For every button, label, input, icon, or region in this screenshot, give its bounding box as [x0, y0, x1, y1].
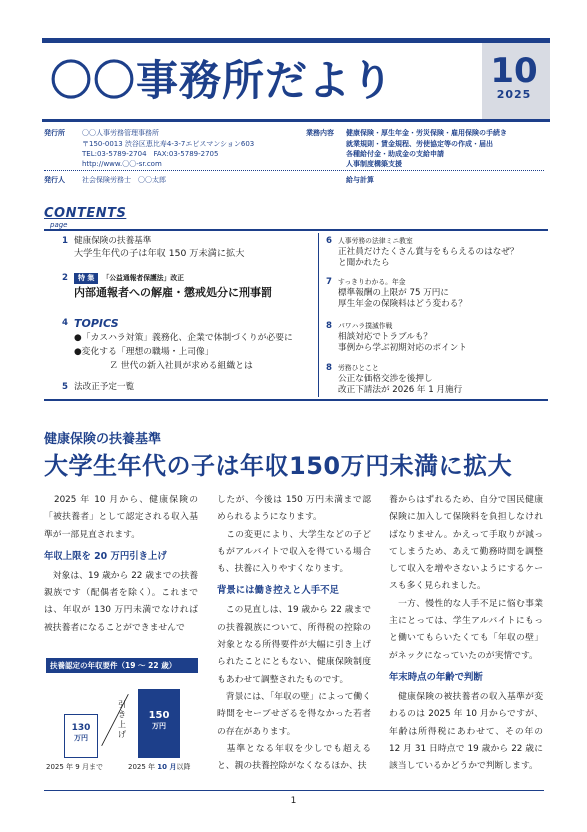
- contents-topic: Ｚ 世代の新入社員が求める組織とは: [74, 361, 253, 371]
- issuer-label: 発行所: [44, 129, 65, 137]
- contents-main: 内部通報者への解雇・懲戒処分に刑事罰: [74, 286, 272, 299]
- contents-page-num: 2: [62, 273, 68, 283]
- topics-label: TOPICS: [74, 317, 119, 330]
- publisher-name: 社会保険労務士 〇〇太郎: [82, 176, 166, 184]
- contents-title: CONTENTS: [44, 206, 127, 221]
- contents-page-num: 1: [62, 236, 68, 246]
- figure-title: 扶養認定の年収要件（19 ～ 22 歳）: [46, 658, 198, 673]
- article-column-1: [44, 492, 198, 637]
- contents-main: 厚生年金の保険料はどう変わる？: [338, 299, 467, 309]
- article-title: 大学生年代の子は年収150万円未満に拡大: [44, 452, 513, 480]
- contents-main: 相談対応でトラブルも？: [338, 332, 433, 342]
- contents-divider: [318, 233, 319, 397]
- contents-main: 大学生年代の子は年収 150 万未満に拡大: [74, 248, 245, 259]
- footer-divider: [44, 790, 544, 791]
- contents-main: 法改正予定一覧: [74, 382, 135, 392]
- after-period-year: 2025 年: [128, 763, 158, 771]
- contents-page-num: 7: [326, 277, 332, 287]
- contents-main: 正社員だけたくさん賞与をもらえるのはなぜ？: [338, 247, 519, 257]
- contents-small: 「公益通報者保護法」改正: [102, 274, 184, 282]
- increase-label: 引き上げ: [118, 700, 126, 739]
- issuer-name: 〇〇人事労務管理事務所: [82, 129, 159, 137]
- paragraph: 背景には、「年収の壁」によって働く時間をセーブせざるを得なかった若者の存在があります。: [217, 691, 371, 737]
- issuer-address: 〒150-0013 渋谷区恵比寿4-3-7エビスマンション603: [82, 140, 255, 148]
- paragraph: この見直しは、19 歳から 22 歳までの扶養親族について、所得税の控除の対象となる所得要件が大幅に引き上げられたことにともない、健康保険制度もあわせて調整されたものです。: [217, 605, 371, 685]
- article-column-3: [389, 492, 543, 775]
- newsletter-title: 〇〇事務所だより: [50, 56, 395, 105]
- contents-small: パワハラ撲滅作戦: [338, 322, 393, 330]
- business-item: 人事制度構築支援: [346, 160, 402, 168]
- business-item: 給与計算: [346, 176, 374, 184]
- contents-page-label: page: [50, 221, 68, 229]
- contents-main: 公正な価格交渉を後押し: [338, 374, 433, 384]
- paragraph: 対象は、19 歳から 22 歳までの扶養親族です（配偶者を除く）。これまでは、年収が 130 万円未満でなければ被扶養者になることができませんで: [44, 570, 198, 633]
- issue-number: 10: [490, 51, 538, 91]
- contents-main: 標準報酬の上限が 75 万円に: [338, 288, 449, 298]
- after-period-label: [128, 762, 190, 772]
- section-heading: 背景には働き控えと人手不足: [217, 585, 339, 597]
- contents-small: 労務ひとこと: [338, 364, 379, 372]
- paragraph: 一方、慢性的な人手不足に悩む事業主にとっては、学生アルバイトにもっと働いてもらいたくても「年収の壁」がネックになっていたのが実情です。: [389, 598, 543, 661]
- after-period-suffix: 以降: [176, 763, 191, 771]
- feature-badge: 特 集: [74, 273, 98, 284]
- contents-main: 改正下請法が 2026 年 1 月施行: [338, 385, 463, 395]
- contents-page-num: 6: [326, 236, 332, 246]
- issuer-phone: TEL:03-5789-2704 FAX:03-5789-2705: [82, 150, 219, 158]
- paragraph: 2025 年 10 月から、健康保険の「被扶養者」として認定される収入基準が一部見直されます。: [44, 495, 198, 540]
- contents-page-num: 8: [326, 321, 332, 331]
- article-column-2: [217, 492, 371, 775]
- issue-year: 2025: [496, 88, 532, 101]
- page-number: 1: [290, 796, 297, 806]
- contents-topic: ●変化する「理想の職場・上司像」: [74, 347, 214, 357]
- paragraph: 健康保険の被扶養者の収入基準が変わるのは 2025 年 10 月からですが、年齢は所得税にあわせて、その年の 12 月 31 日時点で 19 歳から 22 歳に該当しているかどうかで判断します。: [389, 691, 543, 772]
- issuer-url[interactable]: http://www.〇〇-sr.com: [82, 160, 162, 168]
- after-period-month: 10 月: [157, 763, 177, 771]
- contents-small: 健康保険の扶養基準: [74, 236, 152, 246]
- paragraph: 養からはずれるため、自分で国民健康保険に加入して保険料を負担しなければなりません。かえって手取りが減ってしまうため、あえて勤務時間を調整して収入を増やさないようにするケースも多く見られました。: [389, 495, 543, 592]
- contents-page-num: 5: [62, 382, 68, 392]
- contents-main: 事例から学ぶ初期対応のポイント: [338, 343, 467, 353]
- contents-topic: ●「カスハラ対策」義務化、企業で体制づくりが必要に: [74, 333, 293, 343]
- paragraph: したが、今後は 150 万円未満まで認められるようになります。: [217, 495, 371, 523]
- before-value: 130: [71, 723, 91, 733]
- paragraph: 基準となる年収を少しでも超えると、親の扶養控除がなくなるほか、扶: [217, 743, 371, 772]
- contents-page-num: 4: [62, 318, 68, 328]
- business-item: 健康保険・厚生年金・労災保険・雇用保険の手続き: [346, 129, 507, 137]
- publisher-label: 発行人: [44, 176, 65, 184]
- article-subtitle: 健康保険の扶養基準: [44, 432, 162, 447]
- business-item: 各種給付金・助成金の支給申請: [346, 150, 444, 158]
- before-period-label: 2025 年 9 月まで: [46, 763, 103, 771]
- business-label: 業務内容: [306, 129, 334, 137]
- contents-page-num: 8: [326, 363, 332, 373]
- publisher-divider: [44, 170, 544, 171]
- business-item: 就業規則・賃金規程、労使協定等の作成・届出: [346, 140, 493, 148]
- after-value-label: [140, 710, 178, 732]
- contents-small: すっきりわかる。年金: [338, 278, 406, 286]
- after-value: 150: [148, 710, 170, 721]
- paragraph: この変更により、大学生などの子どもがアルバイトで収入を得ている場合も、扶養に入りやすくなります。: [217, 529, 371, 575]
- contents-small: 人事労務の法律ミニ教室: [338, 237, 413, 245]
- before-value-label: [64, 723, 98, 743]
- contents-main: と聞かれたら: [338, 258, 390, 268]
- before-unit: 万円: [74, 734, 88, 742]
- after-unit: 万円: [152, 722, 166, 730]
- section-heading: 年末時点の年齢で判断: [389, 671, 483, 683]
- section-heading: 年収上限を 20 万円引き上げ: [44, 550, 167, 562]
- issue-box: [488, 51, 540, 101]
